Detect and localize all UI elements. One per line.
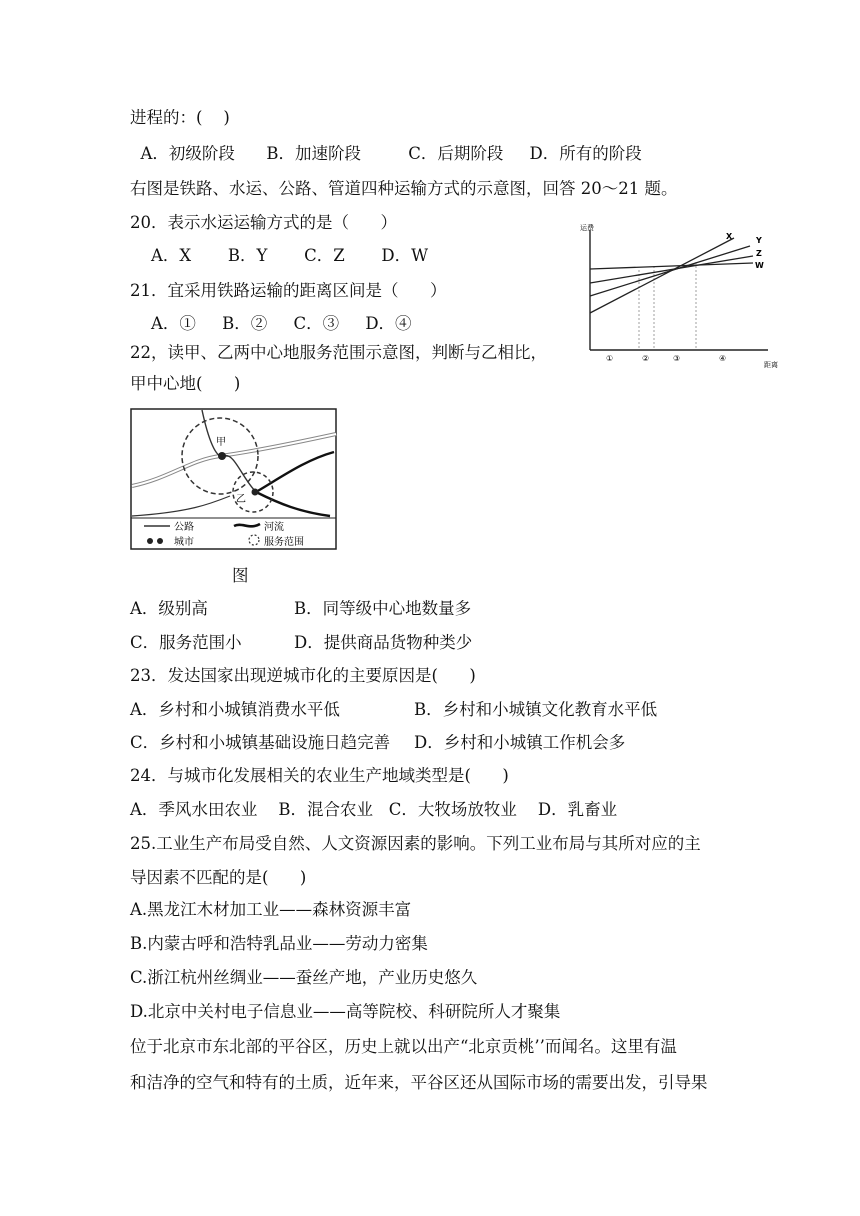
q22-option-c: C．服务范围小 [130, 633, 242, 652]
series-w-line [590, 263, 753, 269]
q19-options: A．初级阶段 B．加速阶段 C．后期阶段 D．所有的阶段 [130, 144, 642, 163]
city-yi-dot [252, 489, 259, 496]
interval-1: ① [606, 354, 614, 363]
city-yi-label: 乙 [236, 494, 246, 505]
series-x-line [590, 238, 734, 313]
q25-option-a: A.黑龙江木材加工业——森林资源丰富 [130, 900, 412, 919]
legend-city: 城市 [174, 537, 194, 548]
series-label-y: Y [756, 236, 762, 245]
q23-option-d: D．乡村和小城镇工作机会多 [414, 733, 626, 752]
transport-cost-chart [578, 218, 788, 374]
legend-service-area: 服务范围 [264, 537, 304, 548]
q24-stem: 24．与城市化发展相关的农业生产地域类型是( ) [130, 766, 509, 785]
series-z-line [590, 256, 753, 283]
interval-2: ② [642, 354, 650, 363]
q21-options: A．① B．② C．③ D．④ [130, 314, 412, 333]
q23-stem: 23．发达国家出现逆城市化的主要原因是( ) [130, 666, 476, 685]
series-label-z: Z [756, 249, 762, 258]
q22-stem-line2: 甲中心地( ) [130, 374, 241, 393]
passage-line2: 和洁净的空气和特有的土质，近年来，平谷区还从国际市场的需要出发，引导果 [130, 1073, 708, 1092]
legend-road: 公路 [174, 522, 194, 533]
q23-option-a: A．乡村和小城镇消费水平低 [130, 700, 340, 719]
series-label-w: W [755, 261, 764, 270]
x-axis-label: 距离 [764, 361, 778, 369]
q23-option-c: C．乡村和小城镇基础设施日趋完善 [130, 733, 391, 752]
q25-option-d: D.北京中关村电子信息业——高等院校、科研院所人才聚集 [130, 1002, 561, 1021]
series-y-line [590, 246, 750, 296]
q25-stem-line1: 25.工业生产布局受自然、人文资源因素的影响。下列工业布局与其所对应的主 [130, 834, 701, 853]
q22-option-a: A．级别高 [130, 599, 208, 618]
series-label-x: X [726, 232, 733, 241]
map-caption: 图 [232, 566, 249, 585]
interval-4: ④ [719, 354, 727, 363]
q23-option-b: B．乡村和小城镇文化教育水平低 [414, 700, 658, 719]
q21-stem: 21．宜采用铁路运输的距离区间是（ ） [130, 281, 447, 300]
city-jia-label: 甲 [216, 437, 226, 448]
intro-20-21: 右图是铁路、水运、公路、管道四种运输方式的示意图，回答 20～21 题。 [130, 179, 678, 198]
interval-3: ③ [673, 354, 681, 363]
q24-options: A．季风水田农业 B．混合农业 C．大牧场放牧业 D．乳畜业 [130, 800, 618, 819]
legend-river: 河流 [264, 522, 284, 533]
city-jia-dot [218, 452, 226, 460]
q22-stem-line1: 22，读甲、乙两中心地服务范围示意图，判断与乙相比， [130, 343, 547, 362]
q20-options: A．X B．Y C．Z D．W [130, 246, 429, 265]
q20-stem: 20．表示水运运输方式的是（ ） [130, 213, 397, 232]
q25-stem-line2: 导因素不匹配的是( ) [130, 868, 307, 887]
q22-option-b: B．同等级中心地数量多 [294, 599, 472, 618]
q25-option-c: C.浙江杭州丝绸业——蚕丝产地，产业历史悠久 [130, 968, 478, 987]
q25-option-b: B.内蒙古呼和浩特乳品业——劳动力密集 [130, 934, 428, 953]
q22-option-d: D．提供商品货物种类少 [294, 633, 473, 652]
q19-stem: 进程的：( ) [130, 108, 230, 127]
y-axis-label: 运费 [580, 224, 594, 232]
passage-line1: 位于北京市东北部的平谷区，历史上就以出产“北京贡桃’’而闻名。这里有温 [130, 1037, 677, 1056]
service-range-map [130, 408, 338, 550]
